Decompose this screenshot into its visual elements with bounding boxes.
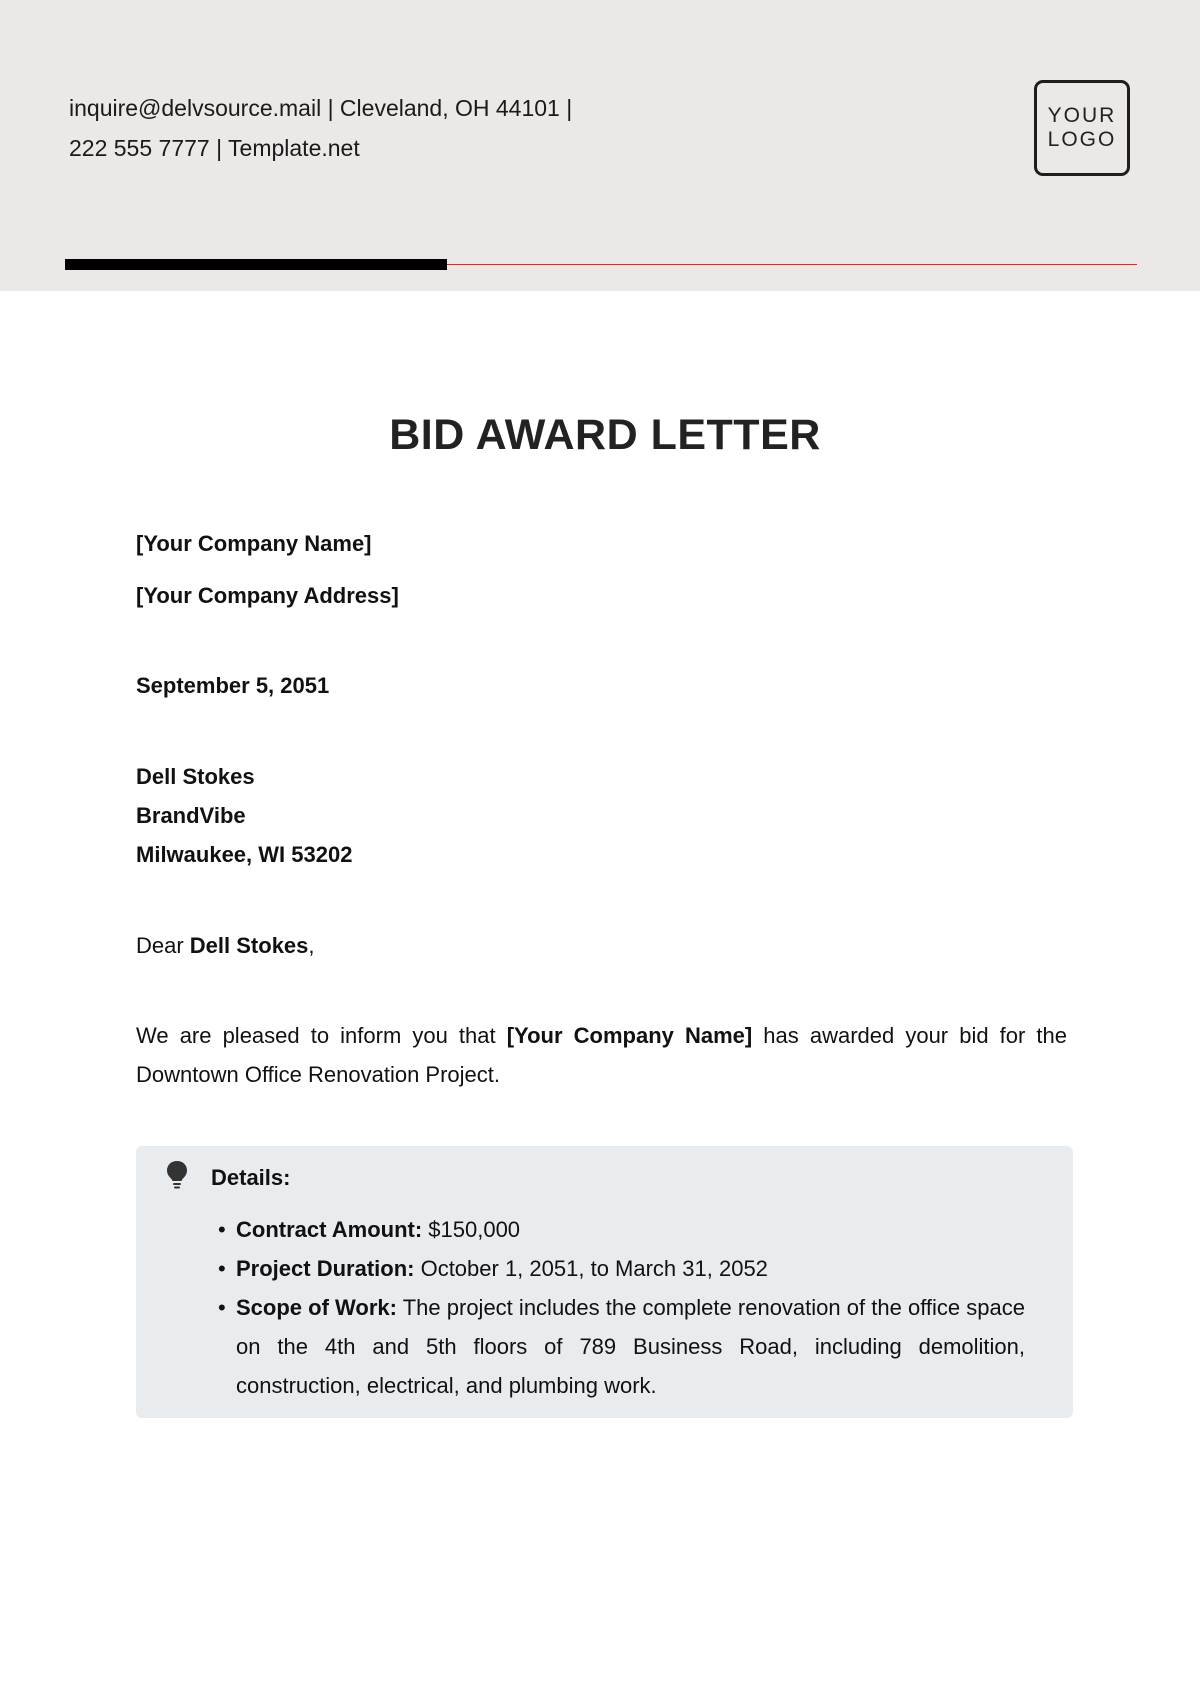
letterhead xyxy=(0,0,1200,291)
recipient-company: BrandVibe xyxy=(136,803,246,828)
intro-company-name: [Your Company Name] xyxy=(506,1023,753,1048)
detail-value: The project includes the complete renovation of the office space on the 4th and 5th floors of 789 Business Road, including demolition, construction, electrical, and plumbing work. xyxy=(236,1295,1025,1398)
letter-date: September 5, 2051 xyxy=(136,673,330,698)
details-list xyxy=(236,1210,1025,1405)
detail-contract-amount xyxy=(236,1210,1025,1249)
salutation-name: Dell Stokes xyxy=(189,933,309,958)
logo-text-1: YOUR xyxy=(1047,104,1117,127)
logo-placeholder xyxy=(1034,80,1130,176)
intro-text-start: We are pleased to inform you that xyxy=(136,1023,507,1048)
contact-info xyxy=(69,88,572,168)
detail-scope-of-work xyxy=(236,1288,1025,1405)
header-thick-divider xyxy=(65,259,447,270)
contact-line-1: inquire@delvsource.mail | Cleveland, OH 44101 | xyxy=(69,95,573,121)
recipient-name: Dell Stokes xyxy=(136,764,255,789)
header-thin-divider xyxy=(447,264,1137,265)
detail-value: $150,000 xyxy=(422,1217,521,1242)
salutation-prefix: Dear xyxy=(136,933,190,958)
details-callout xyxy=(136,1146,1073,1418)
detail-project-duration xyxy=(236,1249,1025,1288)
sender-company-address: [Your Company Address] xyxy=(136,583,399,608)
contact-line-2: 222 555 7777 | Template.net xyxy=(69,135,360,161)
detail-label: Contract Amount: xyxy=(236,1217,423,1242)
detail-value: October 1, 2051, to March 31, 2052 xyxy=(414,1256,768,1281)
details-heading: Details: xyxy=(211,1165,291,1190)
detail-label: Scope of Work: xyxy=(236,1295,397,1320)
sender-company-name: [Your Company Name] xyxy=(136,531,372,556)
detail-label: Project Duration: xyxy=(236,1256,415,1281)
recipient-location: Milwaukee, WI 53202 xyxy=(136,842,353,867)
lightbulb-icon xyxy=(166,1160,188,1190)
document-title: BID AWARD LETTER xyxy=(389,411,821,459)
salutation xyxy=(136,926,315,965)
intro-paragraph xyxy=(136,1016,1067,1094)
salutation-suffix: , xyxy=(308,933,315,958)
logo-text-2: LOGO xyxy=(1047,128,1117,151)
intro-text-end: has awarded your bid for the Downtown Office Renovation Project. xyxy=(136,1023,1068,1087)
